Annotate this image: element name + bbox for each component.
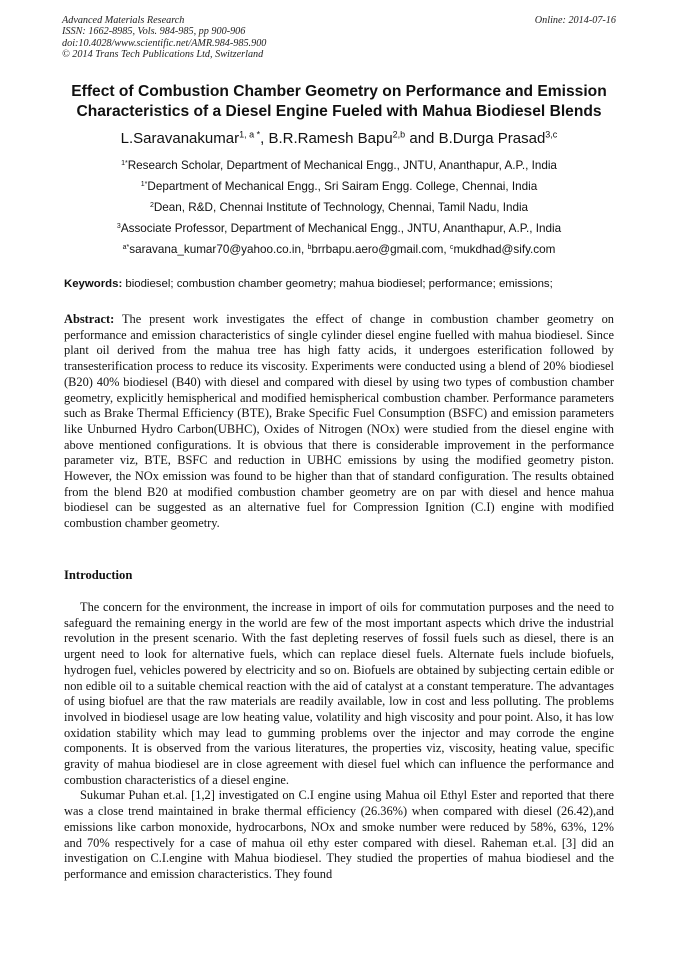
introduction-heading: Introduction — [64, 568, 133, 582]
abstract-label: Abstract: — [64, 312, 115, 326]
author-1-marker: 1, a * — [239, 129, 261, 140]
introduction-body — [64, 600, 614, 883]
keywords — [64, 276, 616, 292]
title-line-2: Characteristics of a Diesel Engine Fueled with Mahua Biodiesel Blends — [76, 103, 602, 120]
email-marker: a* — [122, 243, 130, 251]
author-2: B.R.Ramesh Bapu — [268, 130, 393, 147]
email-address: brrbapu.aero@gmail.com, — [311, 243, 450, 256]
affiliation — [20, 176, 658, 197]
abstract-text: The present work investigates the effect of change in combustion chamber geometry on performance and emission characteristics of single cylinder diesel engine fuelled with mahua biodiesel. Since plant oil derived from the mahua tree has high fatty acids, it undergoes esterification followed by transesterification process to reduce its viscosity. Experiments were conducted using a blend of 20% biodiesel (B20) 40% biodiesel (B40) with diesel and compared with diesel by using two types of combustion chamber geometry, explicitly hemispherical and modified hemispherical combustion chamber. Performance parameters such as Brake Thermal Efficiency (BTE), Brake Specific Fuel Consumption (BSFC) and emission parameters like Unburned Hydro Carbon(UBHC), Oxides of Nitrogen (NOx) were studied from the diesel engine with above mentioned configurations. It is obvious that there is considerable improvement in the performance parameter viz, BTE, BSFC and reduction in UBHC emissions by using the modified geometry piston. However, the NOx emission was found to be higher than that of standard configuration. The results obtained from the blend B20 at modified combustion chamber geometry are on par with diesel and hence mahua biodiesel can be suggested as an alternative fuel for Compression Ignition (C.I) engine with modified combustion chamber geometry. — [64, 312, 614, 531]
author-list — [20, 130, 658, 148]
author-3: B.Durga Prasad — [438, 130, 546, 147]
affiliation-text: Associate Professor, Department of Mechanical Engg., JNTU, Ananthapur, A.P., India — [120, 222, 562, 235]
affiliations — [20, 155, 658, 260]
affiliation-text: Dean, R&D, Chennai Institute of Technology, Chennai, Tamil Nadu, India — [153, 201, 529, 214]
email-address: mukdhad@sify.com — [453, 243, 556, 256]
journal-info — [62, 15, 266, 61]
copyright-line: © 2014 Trans Tech Publications Ltd, Switzerland — [62, 49, 264, 61]
author-2-marker: 2,b — [392, 129, 406, 140]
author-3-marker: 3,c — [545, 129, 558, 140]
paragraph: Sukumar Puhan et.al. [1,2] investigated on C.I engine using Mahua oil Ethyl Ester and reported that there was a close trend maintained in brake thermal efficiency (26.36%) when compared with diesel (26.42),and emissions like carbon monoxide, hydrocarbons, NOx and smoke number were reduced by 58%, 63%, 12% and 70% respectively for a case of mahua oil ethy ester compared with diesel. Raheman et.al. [3] did an investigation on C.I.engine with Mahua biodiesel. They studied the properties of mahua biodiesel and the performance and emission characteristics. They found — [64, 788, 614, 881]
author-1: L.Saravanakumar — [120, 130, 240, 147]
abstract — [64, 312, 614, 532]
affiliation-marker: 3 — [116, 222, 121, 230]
affiliation-marker: 2 — [149, 201, 154, 209]
affiliation — [20, 155, 658, 176]
email-address: saravana_kumar70@yahoo.co.in, — [129, 243, 308, 256]
affiliation-text: Department of Mechanical Engg., Sri Sairam Engg. College, Chennai, India — [147, 180, 538, 193]
title-line-1: Effect of Combustion Chamber Geometry on Performance and Emission — [71, 83, 607, 100]
keywords-label: Keywords: — [64, 278, 123, 290]
affiliation-marker: 1* — [121, 159, 128, 167]
doi-line: doi:10.4028/www.scientific.net/AMR.984-985.900 — [62, 37, 267, 49]
email-line — [20, 239, 658, 260]
issn-line: ISSN: 1662-8985, Vols. 984-985, pp 900-906 — [62, 26, 246, 38]
author-separator: and — [405, 130, 439, 147]
email-marker: b — [307, 243, 312, 251]
paper-title — [30, 82, 648, 122]
author-separator: , — [260, 130, 269, 147]
affiliation-text: Research Scholar, Department of Mechanical Engg., JNTU, Ananthapur, A.P., India — [127, 159, 557, 172]
affiliation — [20, 218, 658, 239]
online-date: Online: 2014-07-16 — [534, 15, 616, 26]
paragraph: The concern for the environment, the increase in import of oils for commutation purposes and the need to safeguard the remaining energy in the world are few of the most important aspects which drive the industrial revolution in the present scenario. With the fast depleting reserves of fossil fuels such as diesel, there is an urgent need to look for alternative fuels, which can replace diesel fuels. Alternate fuels include biofuels, hydrogen fuel, vehicles powered by electricity and so on. Biofuels are obtained by subjecting certain edible or non edible oil to a suitable chemical reaction with the aid of catalyst at a constant temperature. The advantages of using biofuel are that the raw materials are readily available, low in cost and less polluting. The problems involved in biodiesel usage are low heating value, volatility and high viscosity and pour point. Also, it has low oxidation stability which may lead to gumming problems over the injector and may corrode the engine components. It is observed from the various literatures, the properties viz, viscosity, heating value, specific gravity of mahua biodiesel are in close agreement with diesel fuel which can influence the performance and combustion characteristics of a diesel engine. — [64, 600, 614, 787]
journal-name: Advanced Materials Research — [62, 15, 185, 26]
keywords-text: biodiesel; combustion chamber geometry; mahua biodiesel; performance; emissions; — [122, 278, 553, 290]
affiliation-marker: 1* — [140, 180, 148, 188]
email-marker: c — [449, 243, 454, 251]
affiliation — [20, 197, 658, 218]
